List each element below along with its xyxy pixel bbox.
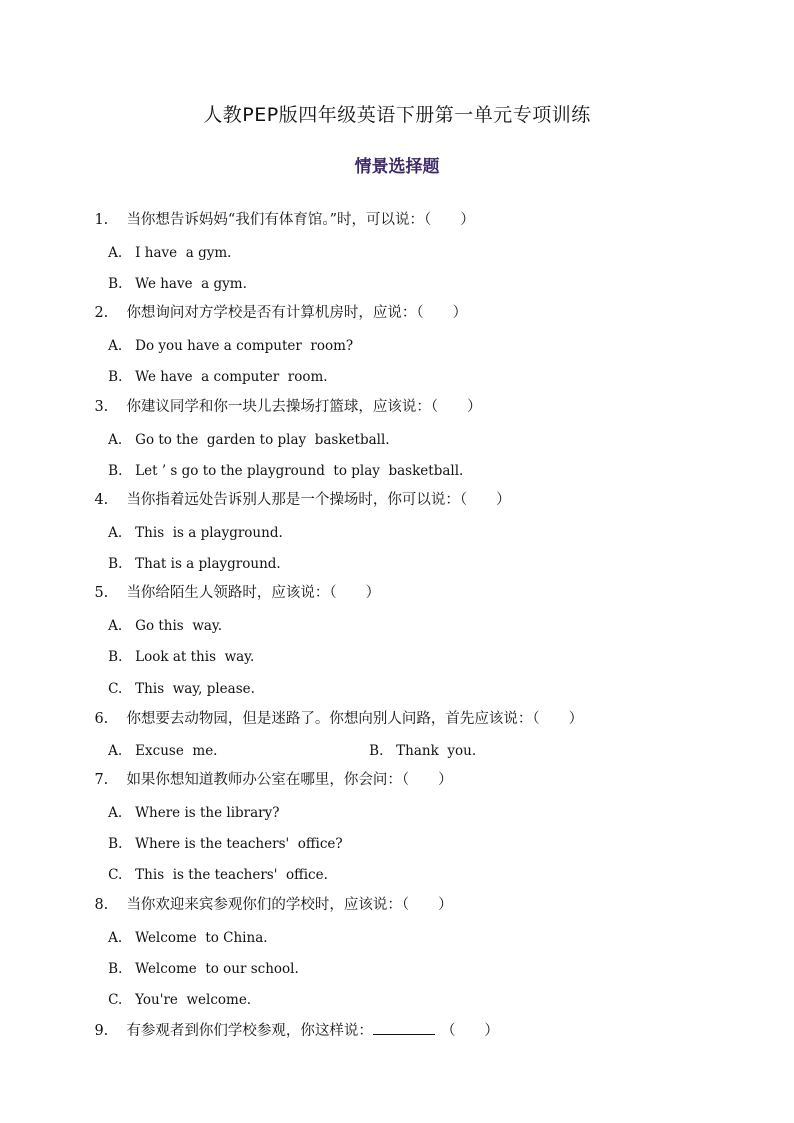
option-text: I have a gym. (135, 245, 232, 261)
option-label: B. (108, 649, 123, 665)
page-title: 人教PEP版四年级英语下册第一单元专项训练 (203, 104, 591, 126)
option-label: B. (108, 556, 123, 572)
option-label: A. (108, 930, 123, 946)
question-number: 7. (94, 772, 109, 788)
question-number: 5. (94, 585, 109, 601)
option-text: This is the teachers' office. (135, 867, 328, 883)
question-number: 1. (94, 212, 109, 228)
option-label: C. (108, 992, 123, 1008)
option-label: B. (369, 743, 384, 759)
question-text: 有参观者到你们学校参观，你这样说： (126, 1023, 373, 1039)
option-label: A. (108, 338, 123, 354)
option-label: A. (108, 245, 123, 261)
option-text: Look at this way. (135, 649, 255, 665)
question-text: 当你欢迎来宾参观你们的学校时，应该说：（ ） (126, 897, 453, 913)
question-text: 你建议同学和你一块儿去操场打篮球，应该说：（ ） (126, 399, 482, 415)
option-text: Go this way. (135, 618, 223, 634)
option-text: Let ’ s go to the playground to play basketball. (135, 463, 464, 479)
option-label: A. (108, 618, 123, 634)
option-text: We have a computer room. (135, 369, 328, 385)
option-text: Welcome to our school. (135, 961, 299, 977)
option-label: B. (108, 369, 123, 385)
option-text: We have a gym. (135, 276, 247, 292)
option-text: Go to the garden to play basketball. (135, 432, 390, 448)
option-text: That is a playground. (135, 556, 281, 572)
option-text: Where is the library? (135, 805, 280, 821)
question-number: 4. (94, 492, 109, 508)
question-text: 当你想告诉妈妈“我们有体育馆。”时，可以说：（ ） (126, 212, 475, 228)
option-label: A. (108, 525, 123, 541)
question-number: 6. (94, 711, 109, 727)
option-label: C. (108, 867, 123, 883)
option-label: B. (108, 276, 123, 292)
question-text: 当你指着远处告诉别人那是一个操场时，你可以说：（ ） (126, 492, 511, 508)
option-text: Welcome to China. (135, 930, 268, 946)
option-label: A. (108, 432, 123, 448)
option-text: Excuse me. (135, 743, 218, 759)
question-text: 你想询问对方学校是否有计算机房时，应说：（ ） (126, 305, 468, 321)
option-label: A. (108, 805, 123, 821)
option-label: B. (108, 836, 123, 852)
option-label: B. (108, 463, 123, 479)
option-text: Thank you. (396, 743, 477, 759)
option-text: You're welcome. (135, 992, 252, 1008)
option-label: B. (108, 961, 123, 977)
question-text: 当你给陌生人领路时，应该说：（ ） (126, 585, 381, 601)
question-number: 9. (94, 1023, 109, 1039)
answer-parentheses: （ ） (440, 1023, 499, 1039)
option-text: This is a playground. (135, 525, 283, 541)
question-text: 如果你想知道教师办公室在哪里，你会问：（ ） (126, 772, 453, 788)
option-text: Where is the teachers' office? (135, 836, 343, 852)
option-text: This way, please. (135, 681, 255, 697)
question-text: 你想要去动物园，但是迷路了。你想向别人问路，首先应该说：（ ） (126, 711, 584, 727)
answer-blank[interactable] (373, 1020, 435, 1035)
option-text: Do you have a computer room? (135, 338, 354, 354)
question-number: 3. (94, 399, 109, 415)
question-9 (76, 1000, 499, 1061)
question-number: 2. (94, 305, 109, 321)
question-number: 8. (94, 897, 109, 913)
option-label: A. (108, 743, 123, 759)
option-label: C. (108, 681, 123, 697)
section-title: 情景选择题 (354, 157, 440, 177)
